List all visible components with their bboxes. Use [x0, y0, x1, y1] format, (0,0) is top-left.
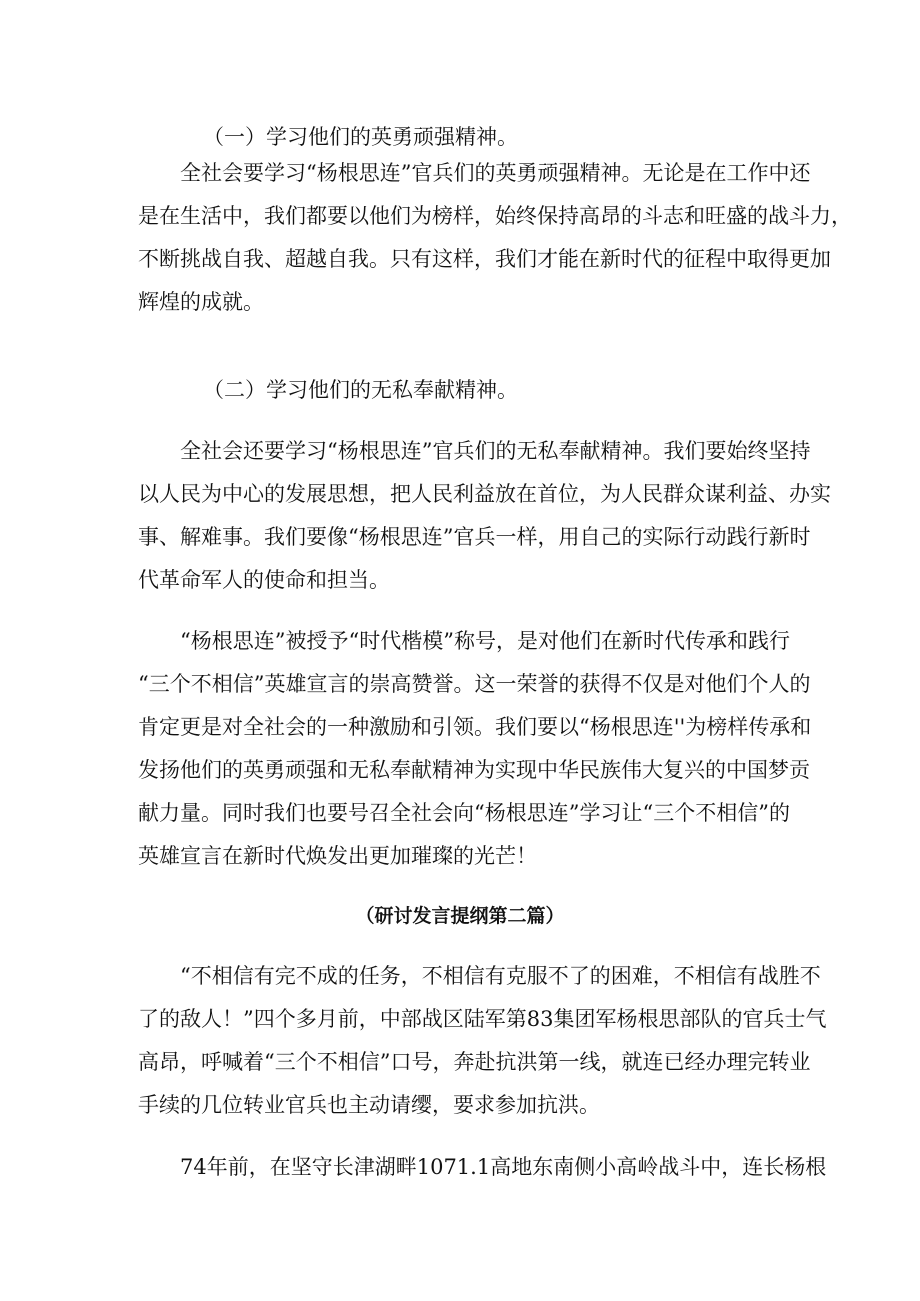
paragraph-1-line-1: 全社会要学习“杨根思连”官兵们的英勇顽强精神。无论是在工作中还	[180, 161, 811, 185]
paragraph-1-line-4: 辉煌的成就。	[138, 290, 264, 314]
paragraph-3-line-4: 发扬他们的英勇顽强和无私奉献精神为实现中华民族伟大复兴的中国梦贡	[138, 758, 810, 782]
paragraph-3-line-2: “三个不相信”英雄宣言的崇高赞誉。这一荣誉的获得不仅是对他们个人的	[138, 672, 811, 696]
paragraph-3-line-6: 英雄宣言在新时代焕发出更加璀璨的光芒！	[138, 844, 537, 868]
paragraph-4-line-1: “不相信有完不成的任务，不相信有克服不了的困难，不相信有战胜不	[180, 964, 821, 988]
paragraph-2-line-4: 代革命军人的使命和担当。	[138, 568, 390, 592]
paragraph-2-line-1: 全社会还要学习“杨根思连”官兵们的无私奉献精神。我们要始终坚持	[180, 439, 811, 463]
section-heading-2: （二）学习他们的无私奉献精神。	[203, 378, 518, 402]
paragraph-2-line-3: 事、解难事。我们要像“杨根思连”官兵一样，用自己的实际行动践行新时	[138, 525, 811, 549]
section-heading-1: （一）学习他们的英勇顽强精神。	[203, 125, 518, 149]
paragraph-3-line-5: 献力量。同时我们也要号召全社会向“杨根思连”学习让“三个不相信”的	[138, 801, 790, 825]
paragraph-4-line-3: 高昂，呼喊着“三个不相信”口号，奔赴抗洪第一线，就连已经办理完转业	[138, 1050, 811, 1074]
paragraph-2-line-2: 以人民为中心的发展思想，把人民利益放在首位，为人民群众谋利益、办实	[138, 482, 831, 506]
paragraph-1-line-2: 是在生活中，我们都要以他们为榜样，始终保持高昂的斗志和旺盛的战斗力，	[138, 204, 852, 228]
paragraph-3-line-1: “杨根思连”被授予“时代楷模”称号，是对他们在新时代传承和践行	[180, 629, 790, 653]
paragraph-4-line-2: 了的敌人！”四个多月前，中部战区陆军第83集团军杨根思部队的官兵士气	[138, 1007, 827, 1031]
paragraph-3-line-3: 肯定更是对全社会的一种激励和引领。我们要以“杨根思连''为榜样传承和	[138, 715, 812, 739]
paragraph-5-line-1: 74年前，在坚守长津湖畔1071.1高地东南侧小高岭战斗中，连长杨根	[180, 1155, 827, 1179]
paragraph-4-line-4: 手续的几位转业官兵也主动请缨，要求参加抗洪。	[138, 1093, 600, 1117]
part-two-heading: （研讨发言提纲第二篇）	[355, 905, 565, 927]
paragraph-1-line-3: 不断挑战自我、超越自我。只有这样，我们才能在新时代的征程中取得更加	[138, 247, 831, 271]
